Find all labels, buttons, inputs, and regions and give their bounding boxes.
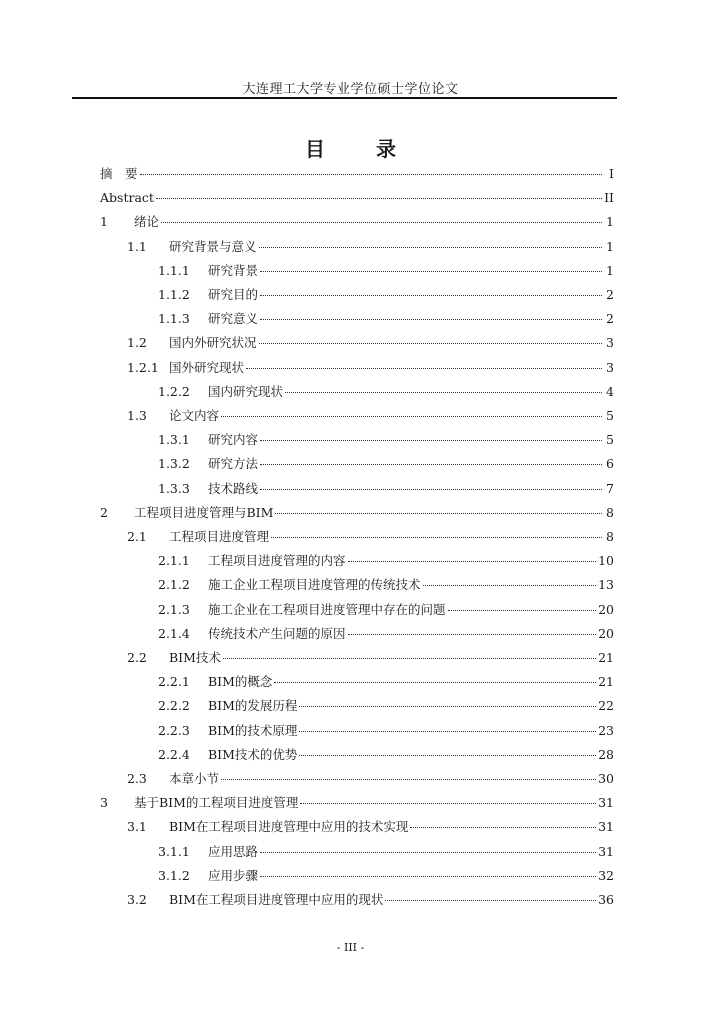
toc-entry-number: 1.3.3 (158, 480, 190, 496)
dot-leader (161, 222, 602, 223)
toc-entry[interactable] (127, 235, 614, 259)
toc-entry-number: 2.3 (127, 771, 147, 786)
dot-leader (410, 827, 596, 828)
dot-leader (448, 610, 597, 611)
toc-entry-number: 1.1.1 (158, 262, 190, 278)
toc-entry-page: 5 (606, 408, 614, 423)
toc-entry-page: 31 (598, 843, 614, 859)
toc-entry-number: 2.1.1 (158, 553, 190, 569)
toc-entry-number: 1.1.2 (158, 287, 190, 302)
toc-entry-number: 1.1.3 (158, 311, 190, 327)
toc-entry-title: 传统技术产生问题的原因 (208, 625, 346, 641)
toc-entry-title: 技术路线 (208, 480, 259, 496)
toc-entry-number: 3.1.1 (158, 843, 190, 859)
toc-entry[interactable] (127, 525, 614, 549)
toc-entry-page: II (604, 190, 614, 206)
toc-entry-title: 工程项目进度管理的内容 (208, 553, 346, 569)
page-number: - III - (336, 941, 365, 954)
toc-entry-page: 2 (606, 287, 614, 302)
toc-entry[interactable] (158, 694, 614, 718)
toc-entry[interactable] (158, 573, 614, 597)
toc-entry-title: BIM技术 (169, 650, 221, 665)
toc-entry-number: 2.1.2 (158, 577, 190, 593)
toc-entry[interactable] (127, 815, 614, 839)
toc-entry[interactable] (100, 501, 614, 525)
dot-leader (385, 900, 596, 901)
dot-leader (260, 489, 602, 490)
toc-entry[interactable] (158, 428, 614, 452)
dot-leader (260, 319, 602, 320)
toc-entry-title: BIM在工程项目进度管理中应用的现状 (169, 892, 384, 907)
toc-entry-number: 1.3 (127, 408, 147, 423)
toc-entry-page: 20 (598, 625, 614, 641)
toc-entry[interactable] (158, 864, 614, 888)
dot-leader (260, 464, 602, 465)
toc-entry-page: 23 (598, 722, 614, 738)
toc-entry-number: 1.3.2 (158, 456, 190, 472)
dot-leader (140, 174, 602, 175)
toc-entry-page: 36 (598, 892, 614, 907)
toc-entry-title: 基于BIM的工程项目进度管理 (134, 795, 299, 811)
toc-entry-page: 20 (598, 601, 614, 617)
toc-entry-page: I (609, 166, 614, 181)
toc-entry-number: 3.1 (127, 819, 147, 835)
dot-leader (348, 634, 597, 635)
toc-entry-title: 工程项目进度管理 (169, 529, 270, 544)
toc-entry[interactable] (127, 646, 614, 670)
toc-entry[interactable] (158, 259, 614, 283)
toc-heading: 目 录 (305, 137, 418, 161)
toc-entry-number: 2.2.4 (158, 746, 190, 762)
toc-entry-title: 研究背景与意义 (169, 238, 257, 254)
toc-entry-number: 1.2.2 (158, 383, 190, 399)
toc-entry-page: 28 (598, 746, 614, 762)
toc-entry-number: 2.2.3 (158, 722, 190, 738)
toc-entry-number: 2.1 (127, 529, 147, 544)
toc-entry-number: 1 (100, 214, 108, 230)
toc-entry[interactable] (158, 549, 614, 573)
toc-entry[interactable] (158, 452, 614, 476)
toc-entry-number: 3 (100, 795, 108, 811)
toc-entry-page: 22 (598, 698, 614, 714)
dot-leader (223, 658, 596, 659)
toc-entry-page: 1 (606, 262, 614, 278)
toc-entry[interactable] (100, 210, 614, 234)
toc-entry-page: 10 (598, 553, 614, 569)
toc-entry-page: 31 (598, 795, 614, 811)
toc-entry-page: 1 (606, 214, 614, 230)
dot-leader (423, 585, 597, 586)
toc-entry-page: 31 (598, 819, 614, 835)
toc-entry[interactable] (158, 598, 614, 622)
toc-entry-title: 工程项目进度管理与BIM (134, 504, 274, 520)
toc-entry[interactable] (158, 380, 614, 404)
toc-entry-title: 国内外研究状况 (169, 335, 257, 351)
toc-entry-page: 13 (598, 577, 614, 593)
dot-leader (259, 343, 602, 344)
toc-entry[interactable] (127, 767, 614, 791)
toc-entry[interactable] (158, 719, 614, 743)
toc-entry[interactable] (100, 162, 614, 186)
toc-entry-title: Abstract (100, 190, 154, 206)
toc-entry-title: 施工企业在工程项目进度管理中存在的问题 (208, 601, 446, 617)
toc-entry-title: 国外研究现状 (169, 359, 245, 375)
toc-entry-page: 21 (598, 650, 614, 665)
toc-entry-title: 国内研究现状 (208, 383, 284, 399)
toc-entry-page: 4 (606, 383, 614, 399)
toc-entry-page: 3 (606, 359, 614, 375)
toc-entry-page: 6 (606, 456, 614, 472)
toc-entry-page: 5 (606, 432, 614, 448)
toc-entry-title: 应用思路 (208, 843, 259, 859)
toc-entry[interactable] (127, 356, 614, 380)
toc-entry-page: 8 (606, 504, 614, 520)
toc-entry[interactable] (100, 791, 614, 815)
dot-leader (156, 198, 602, 199)
toc-entry-title: BIM技术的优势 (208, 746, 298, 762)
toc-entry[interactable] (158, 283, 614, 307)
toc-entry[interactable] (158, 477, 614, 501)
toc-entry-title: 研究方法 (208, 456, 259, 472)
toc-entry-number: 2 (100, 504, 108, 520)
dot-leader (221, 779, 596, 780)
toc-entry-number: 1.2.1 (127, 359, 159, 375)
toc-entry-page: 1 (606, 238, 614, 254)
toc-entry-title: 应用步骤 (208, 867, 259, 883)
dot-leader (275, 513, 602, 514)
dot-leader (299, 731, 596, 732)
toc-entry-page: 7 (606, 480, 614, 496)
toc-entry[interactable] (158, 840, 614, 864)
header-rule (72, 97, 617, 99)
toc-entry-title: 本章小节 (169, 771, 220, 786)
dot-leader (260, 295, 602, 296)
dot-leader (299, 755, 596, 756)
toc-entry-page: 30 (598, 771, 614, 786)
toc-entry-number: 1.1 (127, 238, 147, 254)
toc-entry-number: 1.3.1 (158, 432, 190, 448)
dot-leader (285, 392, 602, 393)
toc-entry[interactable] (158, 670, 614, 694)
toc-entry-number: 2.2.1 (158, 674, 190, 690)
dot-leader (259, 247, 602, 248)
dot-leader (348, 561, 597, 562)
toc-entry-number: 2.2.2 (158, 698, 190, 714)
toc-entry-number: 3.1.2 (158, 867, 190, 883)
toc-entry-title: 绪论 (134, 214, 160, 230)
toc-entry-title: BIM在工程项目进度管理中应用的技术实现 (169, 819, 409, 835)
running-header: 大连理工大学专业学位硕士学位论文 (242, 82, 459, 97)
toc-entry-title: BIM的发展历程 (208, 698, 298, 714)
toc-entry-page: 3 (606, 335, 614, 351)
toc-entry[interactable] (100, 186, 614, 210)
dot-leader (260, 852, 596, 853)
toc-entry[interactable] (158, 622, 614, 646)
toc-entry[interactable] (158, 743, 614, 767)
toc-entry-title: 研究背景 (208, 262, 259, 278)
toc-entry-title: 研究目的 (208, 287, 259, 302)
dot-leader (300, 803, 596, 804)
dot-leader (260, 271, 602, 272)
toc-entry-title: 研究意义 (208, 311, 259, 327)
toc-entry-title: 摘 要 (100, 166, 138, 181)
toc-entry-number: 2.1.4 (158, 625, 190, 641)
toc-entry-number: 1.2 (127, 335, 147, 351)
toc-entry-page: 32 (598, 867, 614, 883)
toc-entry[interactable] (127, 888, 614, 912)
dot-leader (274, 682, 596, 683)
toc-entry-number: 2.2 (127, 650, 147, 665)
dot-leader (260, 876, 596, 877)
toc-entry-title: 论文内容 (169, 408, 220, 423)
toc-entry-number: 3.2 (127, 892, 147, 907)
toc-entry-number: 2.1.3 (158, 601, 190, 617)
toc-entry[interactable] (127, 331, 614, 355)
toc-entry-title: 施工企业工程项目进度管理的传统技术 (208, 577, 421, 593)
dot-leader (221, 416, 602, 417)
dot-leader (246, 368, 602, 369)
toc-entry[interactable] (127, 404, 614, 428)
toc-entry[interactable] (158, 307, 614, 331)
toc-entry-page: 2 (606, 311, 614, 327)
toc-entry-title: BIM的概念 (208, 674, 273, 690)
toc-entry-page: 8 (606, 529, 614, 544)
dot-leader (260, 440, 602, 441)
toc-entry-title: BIM的技术原理 (208, 722, 298, 738)
dot-leader (271, 537, 602, 538)
dot-leader (299, 706, 596, 707)
toc-entry-title: 研究内容 (208, 432, 259, 448)
toc-entry-page: 21 (598, 674, 614, 690)
